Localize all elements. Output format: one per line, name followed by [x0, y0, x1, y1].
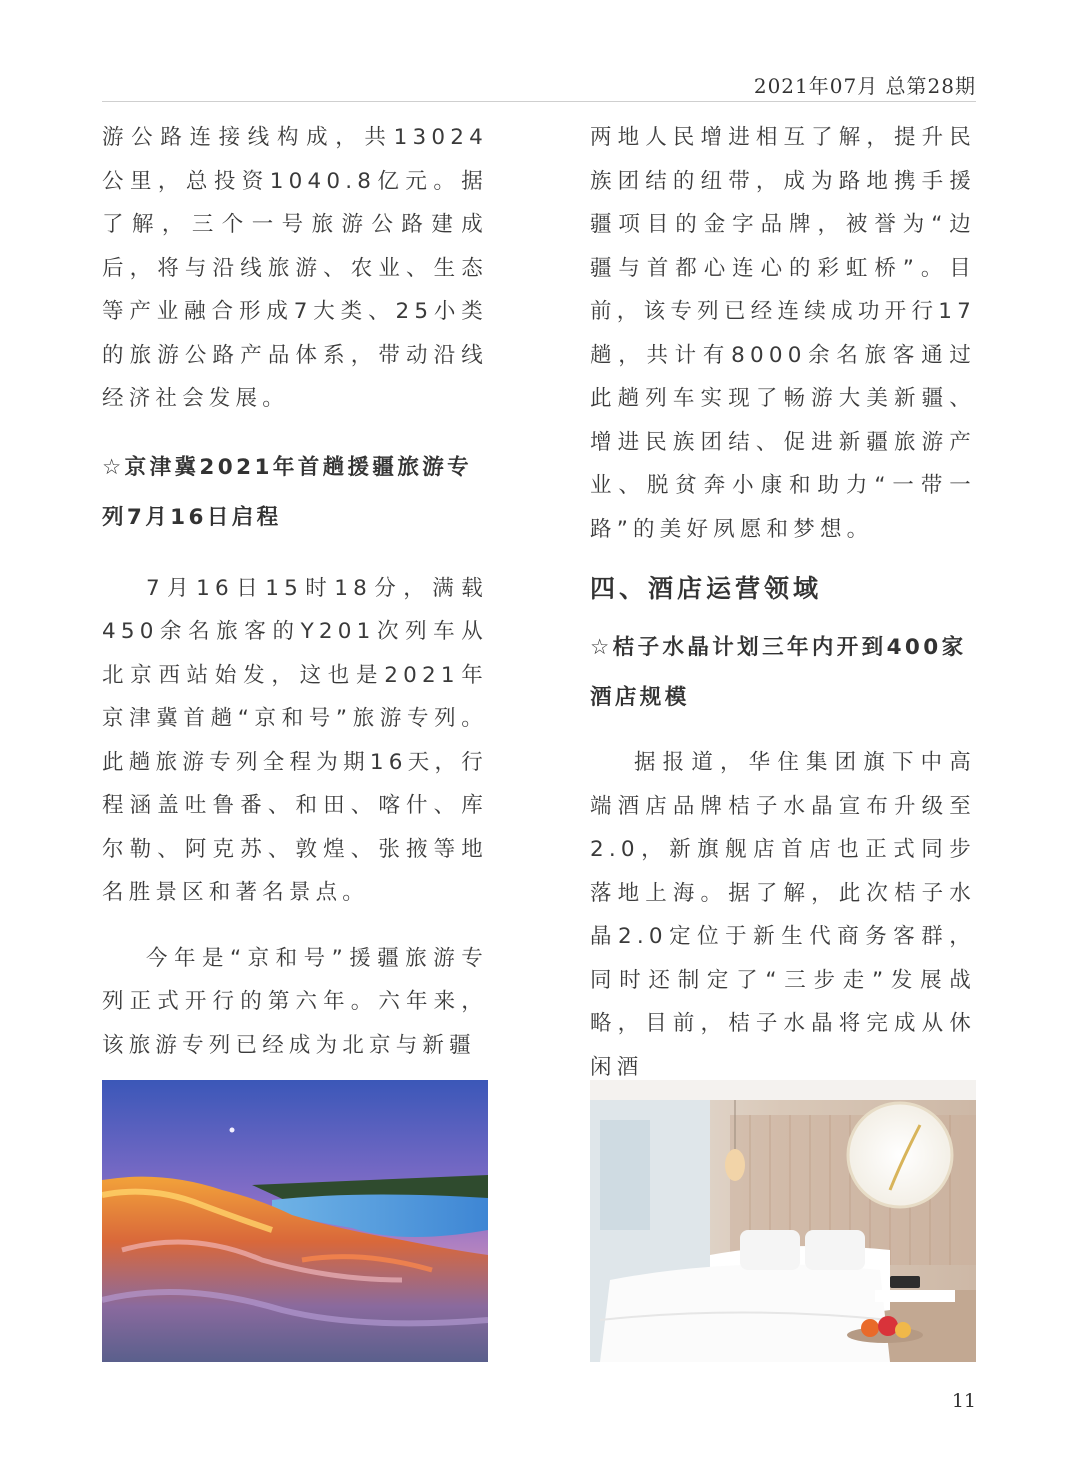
- issue-header: 2021年07月 总第28期: [753, 74, 976, 98]
- left-paragraph-continued: 游公路连接线构成，共13024公里，总投资1040.8亿元。据了解，三个一号旅游公路建成后，将与沿线旅游、农业、生态等产业融合形成7大类、25小类的旅游公路产品体系，带动沿线经济社会发展。: [102, 125, 488, 411]
- desert-landscape-photo: [102, 1080, 488, 1362]
- left-subheading: ☆京津冀2021年首趟援疆旅游专列7月16日启程: [102, 454, 473, 530]
- left-paragraph-2: 7月16日15时18分，满载450余名旅客的Y201次列车从北京西站始发，这也是2021年京津冀首趟“京和号”旅游专列。此趟旅游专列全程为期16天，行程涵盖吐鲁番、和田、喀什、库尔勒、阿克苏、敦煌、张掖等地名胜景区和著名景点。: [102, 575, 488, 905]
- hotel-room-photo: [590, 1080, 976, 1362]
- left-column: [102, 116, 488, 1067]
- right-paragraph-continued: 两地人民增进相互了解，提升民族团结的纽带，成为路地携手援疆项目的金字品牌，被誉为“边疆与首都心连心的彩虹桥”。目前，该专列已经连续成功开行17趟，共计有8000余名旅客通过此趟列车实现了畅游大美新疆、增进民族团结、促进新疆旅游产业、脱贫奔小康和助力“一带一路”的美好夙愿和梦想。: [590, 125, 976, 542]
- right-column: [590, 116, 976, 1089]
- right-paragraph-2: 据报道，华住集团旗下中高端酒店品牌桔子水晶宣布升级至2.0，新旗舰店首店也正式同步落地上海。据了解，此次桔子水晶2.0定位于新生代商务客群，同时还制定了“三步走”发展战略，目前，桔子水晶将完成从休闲酒: [590, 750, 976, 1080]
- right-subheading: ☆桔子水晶计划三年内开到400家酒店规模: [590, 635, 967, 710]
- left-paragraph-3: 今年是“京和号”援疆旅游专列正式开行的第六年。六年来，该旅游专列已经成为北京与新疆: [102, 945, 488, 1058]
- header-divider: [102, 101, 976, 102]
- section-heading: 四、酒店运营领域: [590, 574, 823, 603]
- page-number: 11: [951, 1390, 976, 1412]
